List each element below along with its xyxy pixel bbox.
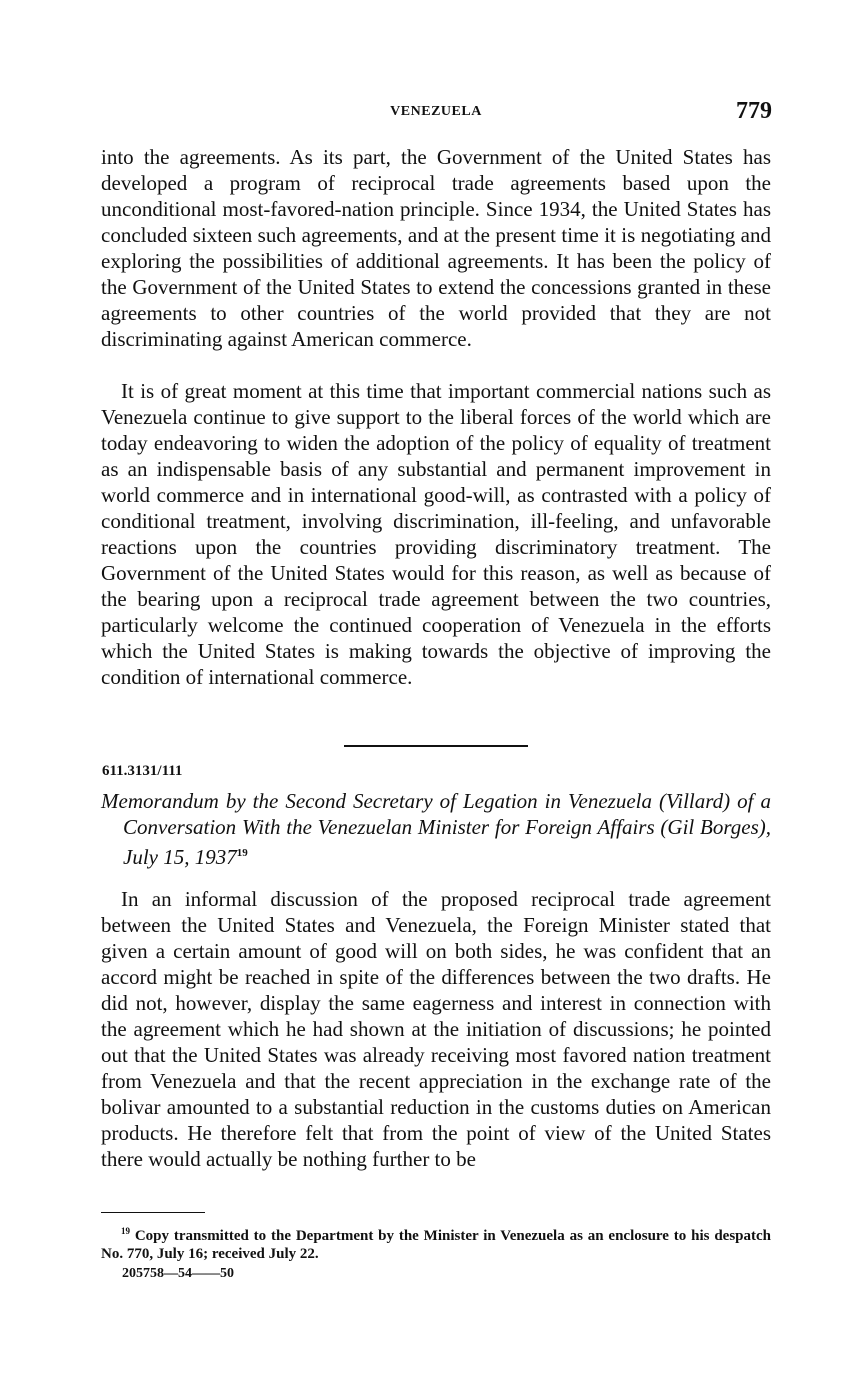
footnote [101,1222,771,1263]
printer-imprint: 205758—54——50 [122,1266,234,1281]
file-number: 611.3131/111 [102,763,183,779]
page-number: 779 [736,98,772,124]
memorandum-title-text: Memorandum by the Second Secretary of Legation in Venezuela (Villard) of a Conversation With the Venezuelan Minister for Foreign Affairs (Gil Borges), July 15, 1937 [101,789,771,869]
running-head: VENEZUELA [390,104,482,119]
footnote-reference: 19 [236,847,248,859]
paragraph-continuation: into the agreements. As its part, the Government of the United States has developed a program of reciprocal trade agreements based upon the unconditional most-favored-nation principle. Since 1934, the United States has concluded sixteen such agreements, and at the present time it is negotiating and exploring the possibilities of additional agreements. It has been the policy of the Government of the United States to extend the concessions granted in these agreements to other countries of the world provided that they are not discriminating against American commerce. [101,145,771,351]
section-divider [344,745,528,747]
page-header [100,98,772,128]
memorandum-title [101,788,771,870]
paragraph-commercial-nations: It is of great moment at this time that important commercial nations such as Venezuela continue to give support to the liberal forces of the world which are today endeavoring to widen the adoption of the policy of equality of treatment as an indispensable basis of any substantial and permanent improvement in world commerce and in international good-will, as contrasted with a policy of conditional treatment, involving discrimination, ill-feeling, and unfavorable reactions upon the countries providing discriminatory treatment. The Government of the United States would for this reason, as well as because of the bearing upon a reciprocal trade agreement between the two countries, particularly welcome the continued cooperation of Venezuela in the efforts which the United States is making towards the objective of improving the condition of international commerce. [101,379,771,689]
footnote-mark: 19 [121,1226,130,1236]
footnote-divider [101,1212,205,1213]
paragraph-informal-discussion: In an informal discussion of the proposed reciprocal trade agreement between the United States and Venezuela, the Foreign Minister stated that given a certain amount of good will on both sides, he was confident that an accord might be reached in spite of the differences between the two drafts. He did not, however, display the same eagerness and interest in connection with the agreement which he had shown at the initiation of discussions; he pointed out that the United States was already receiving most favored nation treatment from Venezuela and that the recent appreciation in the exchange rate of the bolivar amounted to a substantial reduction in the customs duties on American products. He therefore felt that from the point of view of the United States there would actually be nothing further to be [101,887,771,1171]
footnote-text: Copy transmitted to the Department by the Minister in Venezuela as an enclosure to his despatch No. 770, July 16; received July 22. [101,1228,771,1262]
